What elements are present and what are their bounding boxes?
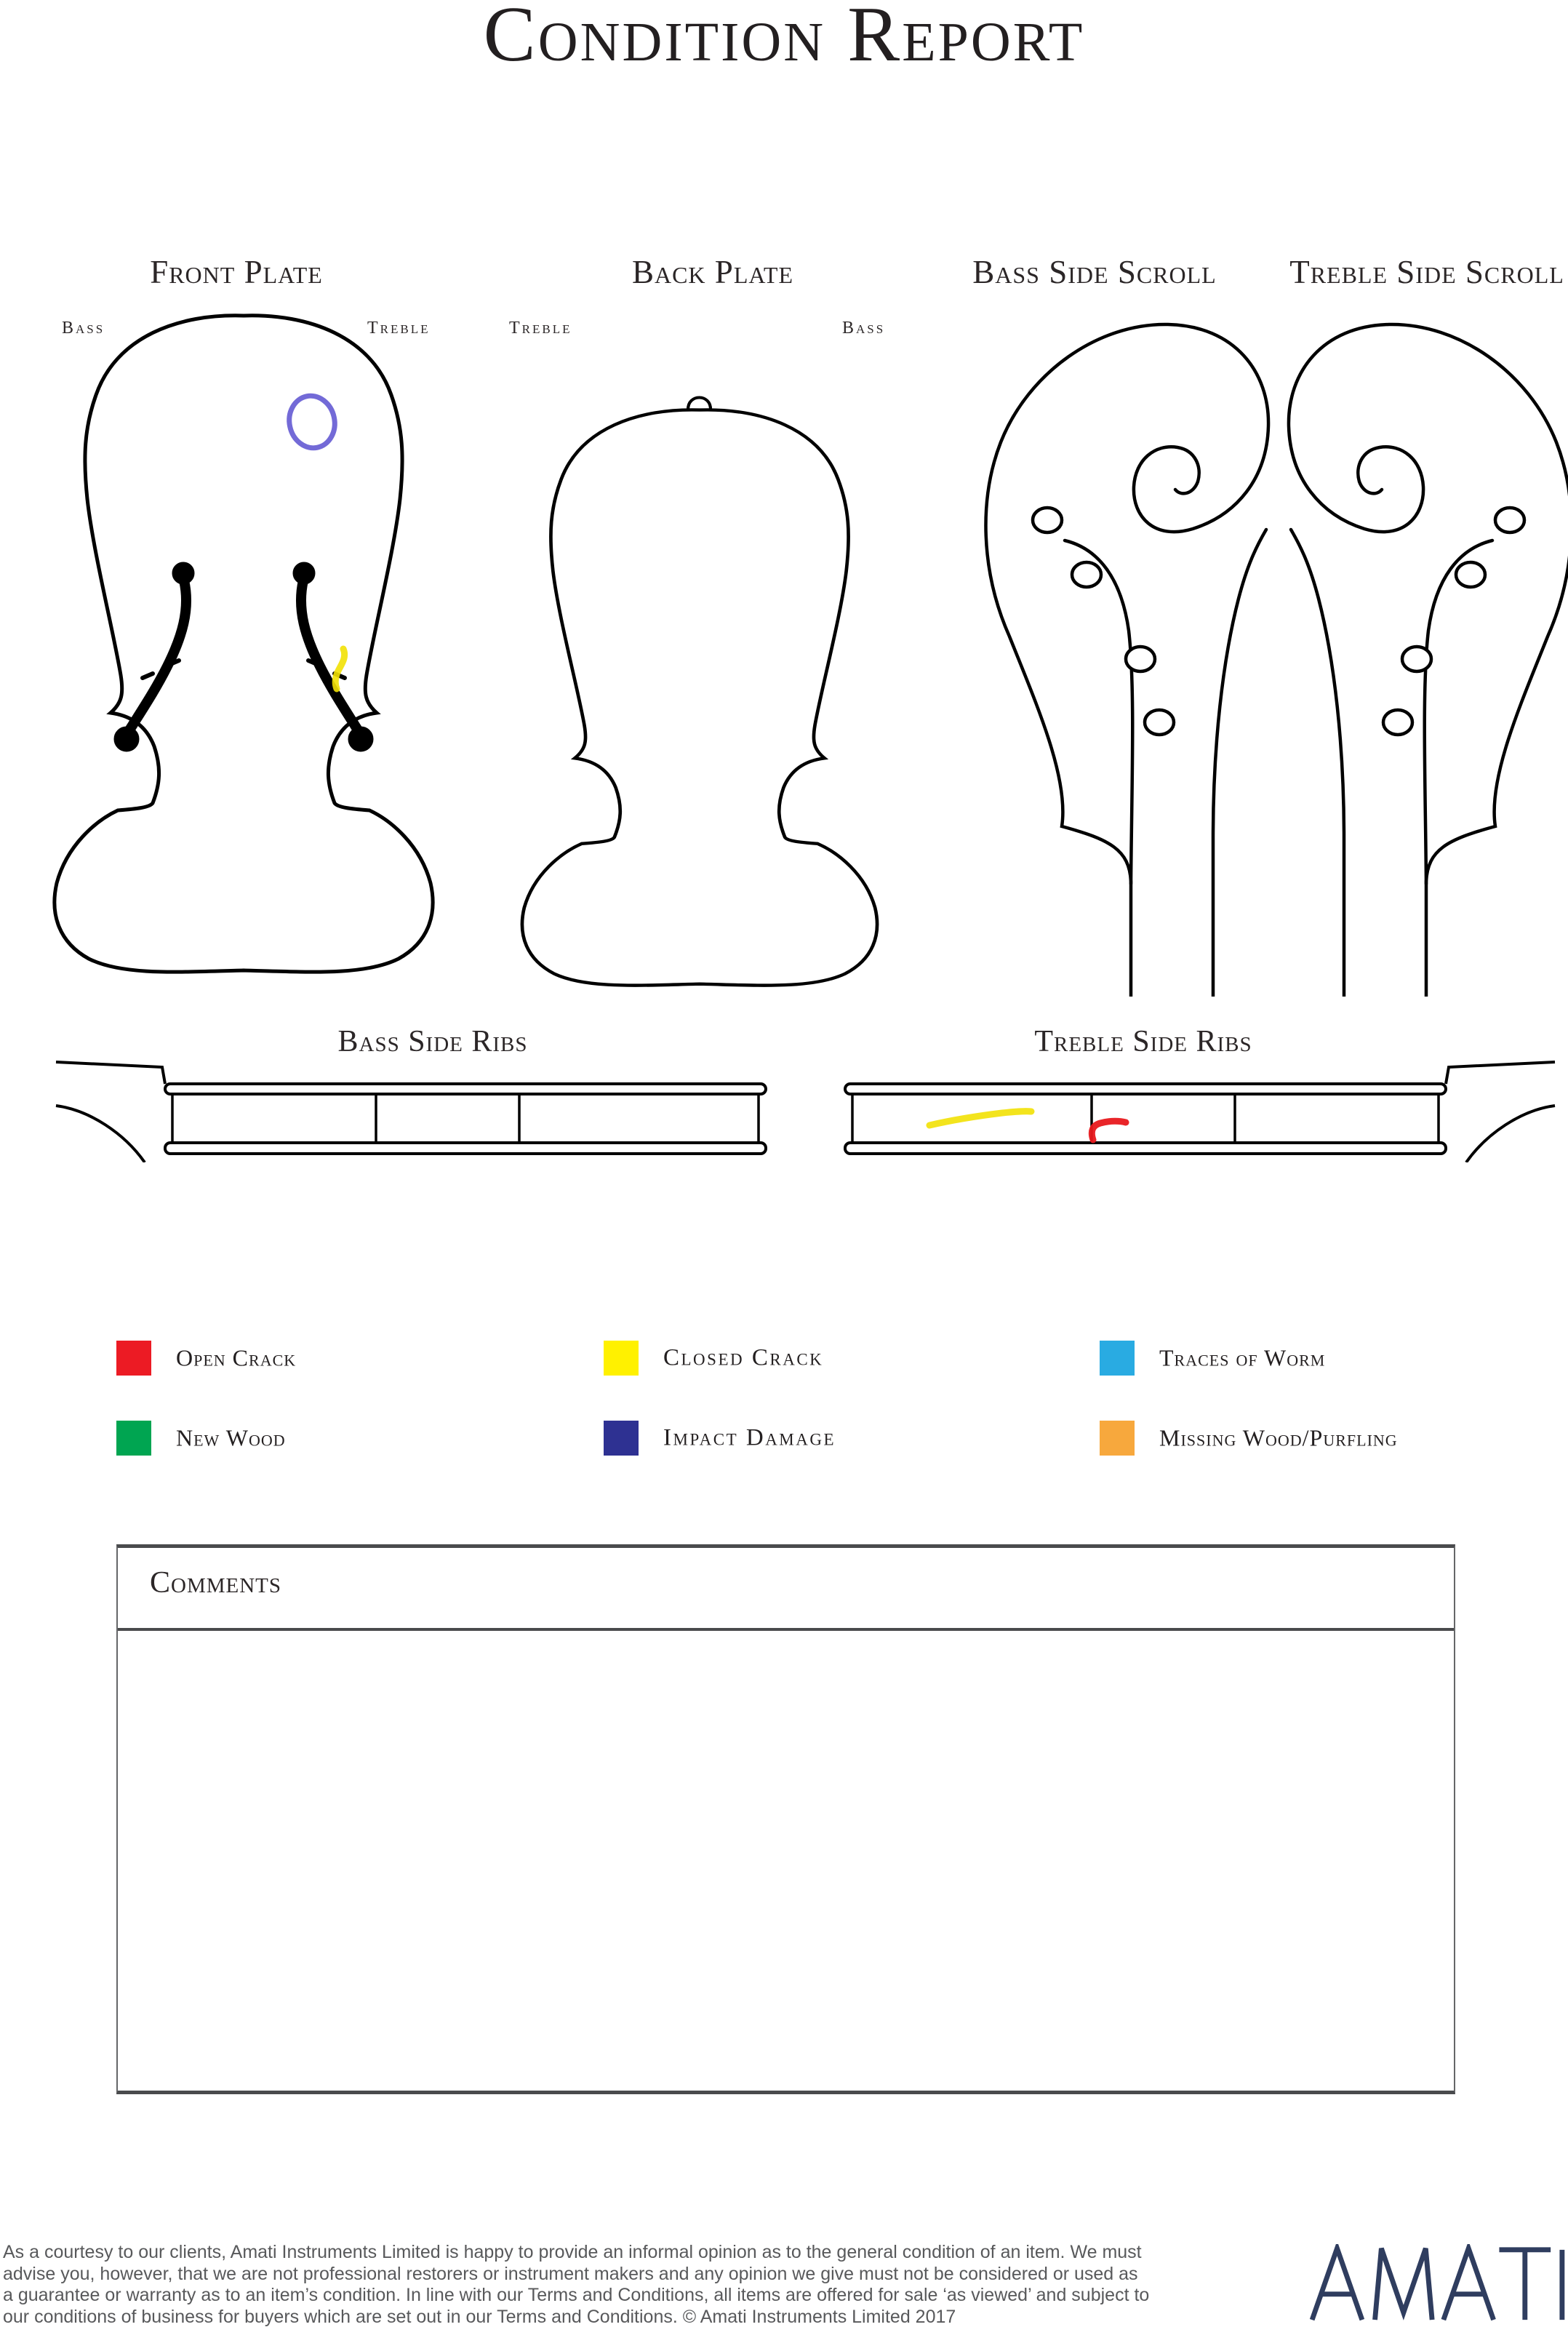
- front-plate-outline: [55, 316, 433, 972]
- treble-f-hole: [293, 562, 373, 751]
- open-crack-swatch: [116, 1341, 151, 1376]
- logo-letter-t: [1499, 2250, 1551, 2320]
- closed-crack-annotation-ribs: [929, 1111, 1031, 1125]
- treble-ribs-label: Treble Side Ribs: [1034, 1025, 1252, 1058]
- missing-wood-label: Missing Wood/Purfling: [1159, 1424, 1398, 1451]
- treble-scroll-diagram: [1284, 276, 1568, 997]
- comments-field[interactable]: [118, 1631, 1454, 2091]
- back-plate-bass-side-label: Bass: [842, 319, 886, 338]
- neck-heel-curve: [1466, 1106, 1555, 1162]
- scroll-throat-line: [1425, 540, 1492, 884]
- comments-box: [116, 1544, 1455, 2094]
- bass-ribs-diagram: [55, 1053, 775, 1162]
- neck-top-edge: [56, 1062, 165, 1084]
- logo-letter-m: [1375, 2248, 1433, 2320]
- treble-scroll-label: Treble Side Scroll: [1289, 254, 1564, 290]
- front-plate-treble-side-label: Treble: [367, 319, 431, 338]
- front-plate-bass-side-label: Bass: [62, 319, 105, 338]
- footer-line: a guarantee or warranty as to an item’s condition. In line with our Terms and Conditions, all items are offered for sale ‘as viewed’ and subject to: [3, 2285, 1150, 2305]
- new-wood-swatch: [116, 1421, 151, 1456]
- open-crack-annotation-ribs: [1092, 1121, 1126, 1140]
- scroll-throat-line: [1065, 540, 1132, 884]
- page-title: Condition Report: [483, 0, 1085, 78]
- rib-bottom-rail: [845, 1143, 1446, 1154]
- peg-holes: [1383, 508, 1524, 735]
- closed-crack-label: Closed Crack: [663, 1344, 824, 1371]
- back-plate-diagram: [512, 387, 887, 988]
- rib-top-rail: [165, 1084, 766, 1094]
- comments-title: Comments: [150, 1566, 282, 1600]
- impact-damage-label: Impact Damage: [663, 1424, 836, 1451]
- neck-top-edge: [1446, 1062, 1555, 1084]
- comments-header: [118, 1548, 1454, 1631]
- treble-ribs-diagram: [836, 1053, 1556, 1162]
- scroll-back-edge: [1291, 530, 1344, 997]
- front-plate-diagram: [44, 311, 444, 975]
- closed-crack-swatch: [604, 1341, 639, 1376]
- traces-of-worm-label: Traces of Worm: [1159, 1344, 1326, 1371]
- amati-logo: [1308, 2244, 1567, 2324]
- closed-crack-annotation-front: [335, 649, 345, 689]
- logo-letter-a1: [1312, 2248, 1362, 2320]
- new-wood-label: New Wood: [176, 1424, 286, 1451]
- open-crack-label: Open Crack: [176, 1344, 297, 1371]
- impact-damage-swatch: [604, 1421, 639, 1456]
- rib-body: [172, 1094, 759, 1143]
- rib-bottom-rail: [165, 1143, 766, 1154]
- scroll-back-edge: [1213, 530, 1266, 997]
- rib-dividers: [376, 1094, 519, 1143]
- footer-disclaimer: [3, 2242, 1289, 2327]
- back-plate-button: [688, 397, 711, 410]
- missing-wood-swatch: [1100, 1421, 1135, 1456]
- footer-line: advise you, however, that we are not professional restorers or instrument makers and any opinion we give must not be considered or used as: [3, 2263, 1138, 2284]
- peg-holes: [1033, 508, 1174, 735]
- rib-top-rail: [845, 1084, 1446, 1094]
- neck-heel-curve: [56, 1106, 145, 1162]
- front-plate-label: Front Plate: [150, 254, 323, 290]
- bass-ribs-label: Bass Side Ribs: [337, 1025, 528, 1058]
- logo-letter-a2: [1444, 2248, 1494, 2320]
- traces-of-worm-swatch: [1100, 1341, 1135, 1376]
- rib-body: [852, 1094, 1439, 1143]
- bass-scroll-diagram: [967, 276, 1273, 997]
- back-plate-treble-side-label: Treble: [509, 319, 572, 338]
- back-plate-label: Back Plate: [631, 254, 794, 290]
- bass-scroll-label: Bass Side Scroll: [972, 254, 1217, 290]
- impact-damage-annotation: [284, 391, 340, 452]
- back-plate-outline: [522, 410, 877, 985]
- bass-f-hole: [114, 562, 194, 751]
- footer-line: our conditions of business for buyers which are set out in our Terms and Conditions. © Amati Instruments Limited 2017: [3, 2306, 956, 2327]
- footer-line: As a courtesy to our clients, Amati Instruments Limited is happy to provide an informal opinion as to the general condition of an item. We must: [3, 2242, 1142, 2262]
